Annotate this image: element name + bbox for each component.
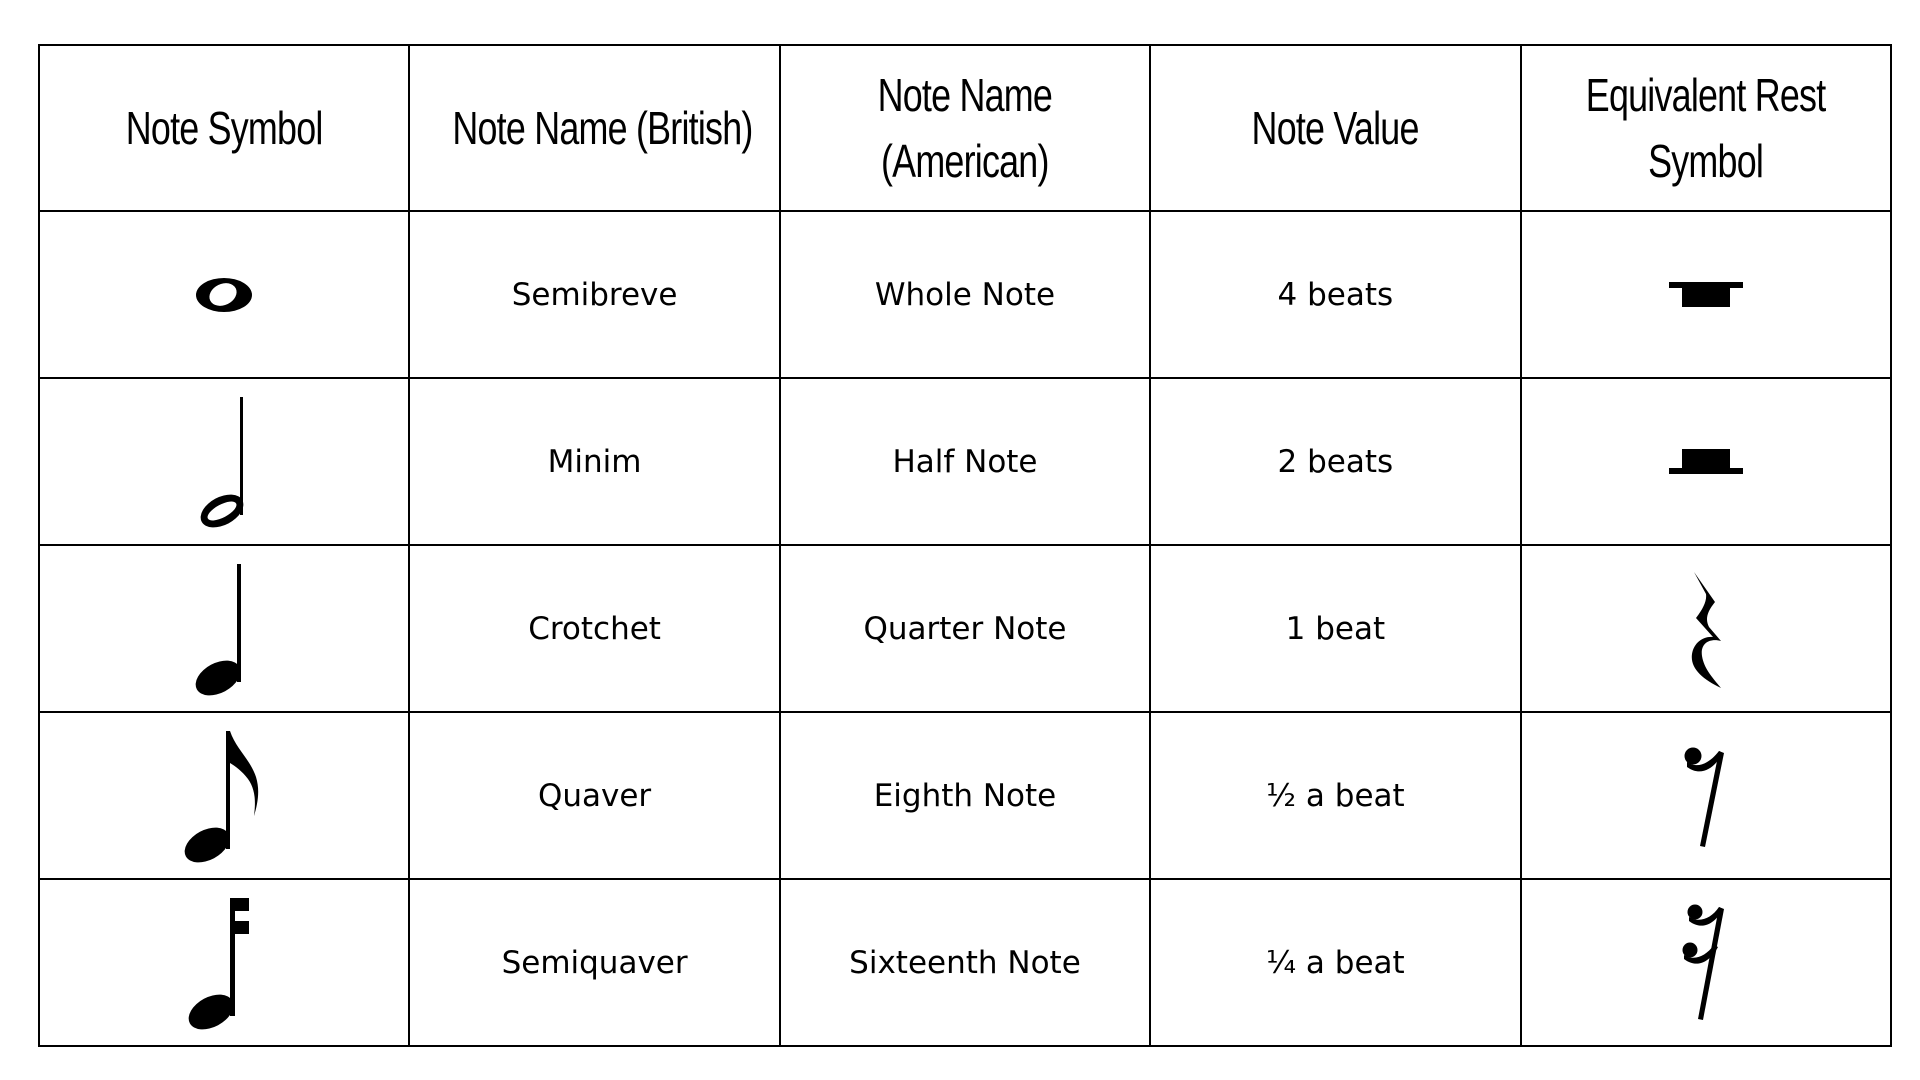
half-note-icon [184,389,264,534]
note-value-cell: ¼ a beat [1150,879,1520,1046]
header-note-symbol [39,45,409,211]
rest-symbol-cell [1521,211,1891,378]
whole-rest-icon [1661,270,1751,320]
note-name-american-cell: Sixteenth Note [780,879,1150,1046]
rest-symbol-cell [1521,879,1891,1046]
header-equivalent-rest-line-1: Equivalent Rest [1585,69,1826,121]
note-name-american-cell: Whole Note [780,211,1150,378]
note-symbol-cell [39,545,409,712]
rest-symbol-cell [1521,712,1891,879]
note-name-american-cell: Quarter Note [780,545,1150,712]
header-note-name-british [409,45,779,211]
sixteenth-note-icon [179,890,269,1035]
header-note-value [1150,45,1520,211]
table-row [39,879,1891,1046]
note-name-british-cell: Crotchet [409,545,779,712]
quarter-note-icon [184,556,264,701]
note-name-british-cell: Minim [409,378,779,545]
note-values-table [38,44,1892,1047]
note-value-cell: 2 beats [1150,378,1520,545]
header-note-name-american-line-2: (American) [881,135,1049,187]
header-note-name-british-line-1: Note Name (British) [452,102,753,154]
note-name-american-cell: Eighth Note [780,712,1150,879]
note-symbol-cell [39,879,409,1046]
header-row [39,45,1891,211]
eighth-rest-icon [1671,731,1741,861]
whole-note-icon [184,265,264,325]
table-row [39,712,1891,879]
header-note-name-american-line-1: Note Name [877,69,1053,121]
rest-symbol-cell [1521,378,1891,545]
rest-symbol-cell [1521,545,1891,712]
sixteenth-rest-icon [1671,898,1741,1028]
note-value-cell: 4 beats [1150,211,1520,378]
table-row [39,545,1891,712]
note-symbol-cell [39,378,409,545]
note-value-cell: 1 beat [1150,545,1520,712]
note-symbol-cell [39,211,409,378]
note-value-cell: ½ a beat [1150,712,1520,879]
header-equivalent-rest-line-2: Symbol [1648,135,1764,187]
eighth-note-icon [174,723,274,868]
note-name-british-cell: Quaver [409,712,779,879]
table-row [39,378,1891,545]
note-name-british-cell: Semibreve [409,211,779,378]
quarter-rest-icon [1676,564,1736,694]
half-rest-icon [1661,437,1751,487]
header-equivalent-rest-symbol [1521,45,1891,211]
note-name-american-cell: Half Note [780,378,1150,545]
header-note-value-line-1: Note Value [1251,102,1419,154]
header-note-name-american [780,45,1150,211]
note-symbol-cell [39,712,409,879]
header-note-symbol-line-1: Note Symbol [125,102,323,154]
note-name-british-cell: Semiquaver [409,879,779,1046]
table-row [39,211,1891,378]
